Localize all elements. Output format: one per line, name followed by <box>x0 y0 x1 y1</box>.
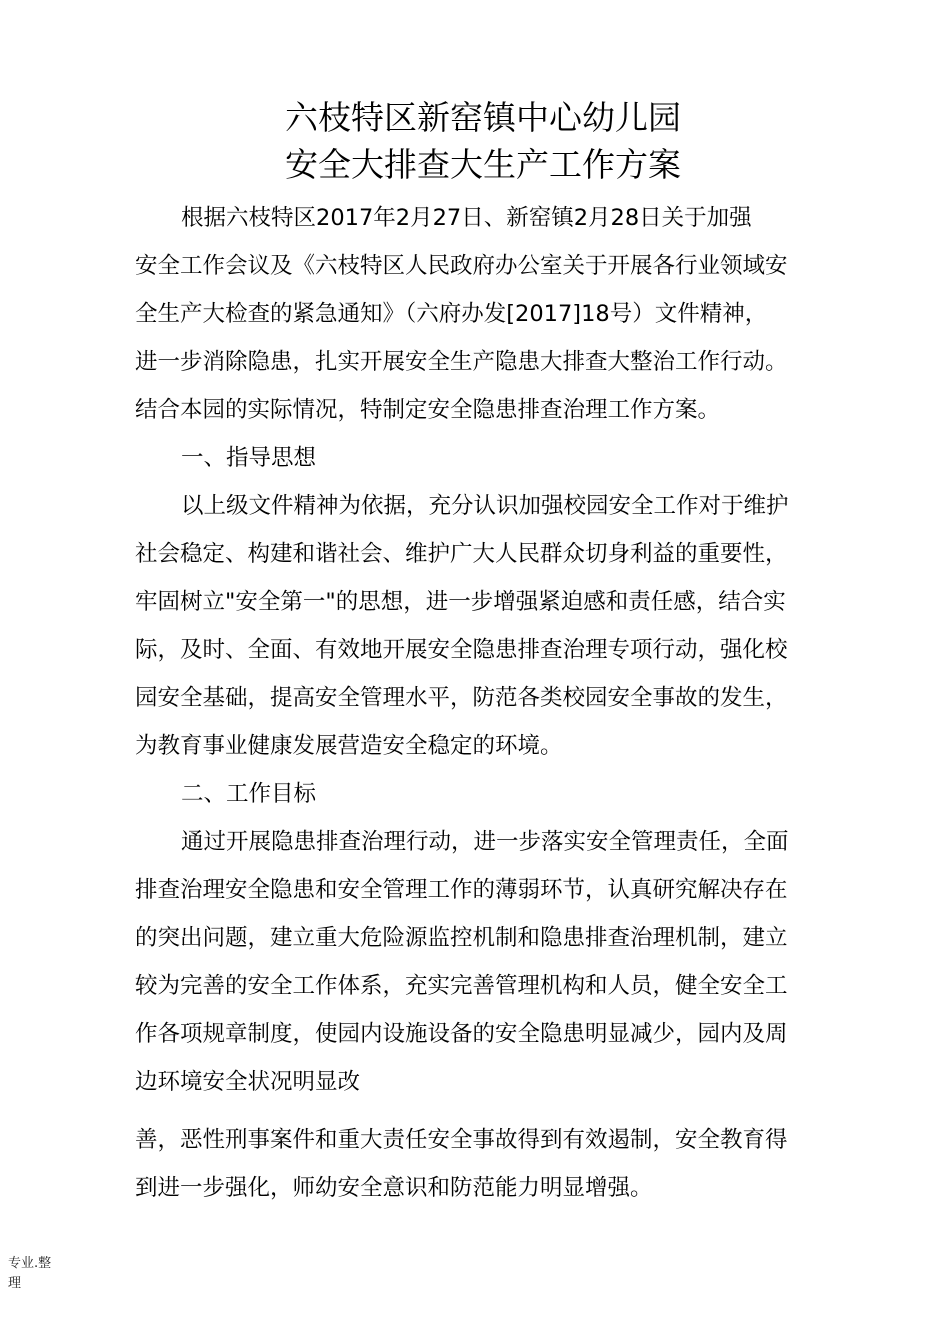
paragraph-goal-line: 通过开展隐患排查治理行动，进一步落实安全管理责任，全面 <box>181 829 789 855</box>
paragraph-goal-line: 的突出问题，建立重大危险源监控机制和隐患排查治理机制，建立 <box>135 925 788 951</box>
paragraph-intro-line: 根据六枝特区2017年2月27日、新窑镇2月28日关于加强 <box>181 205 752 231</box>
paragraph-goal-line: 较为完善的安全工作体系，充实完善管理机构和人员，健全安全工 <box>135 973 788 999</box>
footer-note-line: 理 <box>8 1276 22 1291</box>
footer-note-line: 专业.整 <box>8 1256 52 1271</box>
paragraph-intro-line: 结合本园的实际情况，特制定安全隐患排查治理工作方案。 <box>135 397 721 423</box>
document-title-line-2: 安全大排查大生产工作方案 <box>285 145 681 184</box>
paragraph-goal-line: 边环境安全状况明显改 <box>135 1069 361 1095</box>
paragraph-goal-line: 到进一步强化，师幼安全意识和防范能力明显增强。 <box>135 1175 653 1201</box>
section-heading-guiding-thought: 一、指导思想 <box>181 445 317 471</box>
paragraph-guiding-line: 园安全基础，提高安全管理水平，防范各类校园安全事故的发生， <box>135 685 788 711</box>
paragraph-guiding-line: 以上级文件精神为依据，充分认识加强校园安全工作对于维护 <box>181 493 789 519</box>
document-title-line-1: 六枝特区新窑镇中心幼儿园 <box>285 98 681 137</box>
document-body <box>135 194 835 1212</box>
paragraph-intro-line: 进一步消除隐患，扎实开展安全生产隐患大排查大整治工作行动。 <box>135 349 788 375</box>
paragraph-goal-line: 排查治理安全隐患和安全管理工作的薄弱环节，认真研究解决存在 <box>135 877 788 903</box>
paragraph-intro-line: 全生产大检查的紧急通知》（六府办发[2017]18号）文件精神， <box>135 301 768 327</box>
paragraph-guiding-line: 牢固树立"安全第一"的思想，进一步增强紧迫感和责任感，结合实 <box>135 589 786 615</box>
paragraph-guiding-line: 际，及时、全面、有效地开展安全隐患排查治理专项行动，强化校 <box>135 637 788 663</box>
paragraph-goal-line: 作各项规章制度，使园内设施设备的安全隐患明显减少，园内及周 <box>135 1021 788 1047</box>
paragraph-guiding-line: 社会稳定、构建和谐社会、维护广大人民群众切身利益的重要性， <box>135 541 788 567</box>
paragraph-goal-line: 善，恶性刑事案件和重大责任安全事故得到有效遏制，安全教育得 <box>135 1127 788 1153</box>
paragraph-guiding-line: 为教育事业健康发展营造安全稳定的环境。 <box>135 733 563 759</box>
paragraph-intro-line: 安全工作会议及《六枝特区人民政府办公室关于开展各行业领域安 <box>135 253 788 279</box>
page-footer-note <box>8 1254 51 1294</box>
section-heading-work-goal: 二、工作目标 <box>181 781 317 807</box>
